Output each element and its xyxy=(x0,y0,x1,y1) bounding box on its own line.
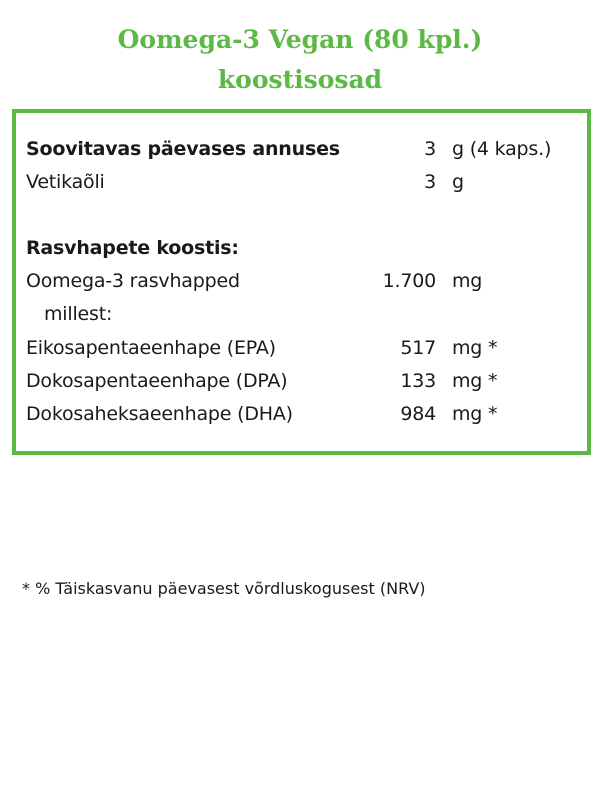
row-unit: g (4 kaps.) xyxy=(452,138,552,160)
row-value: 133 xyxy=(400,370,436,392)
row-label: millest: xyxy=(44,303,113,325)
row-label: Dokosaheksaeenhape (DHA) xyxy=(26,403,293,425)
row-value: 1.700 xyxy=(382,270,436,292)
row-label: Eikosapentaeenhape (EPA) xyxy=(26,337,276,359)
page-title xyxy=(0,20,600,100)
row-value: 984 xyxy=(400,403,436,425)
row-unit: g xyxy=(452,171,464,193)
row-value: 517 xyxy=(400,337,436,359)
row-label: Rasvhapete koostis: xyxy=(26,237,239,259)
title-line-1: Oomega-3 Vegan (80 kpl.) xyxy=(117,25,483,54)
row-unit: mg xyxy=(452,270,483,292)
row-unit: mg * xyxy=(452,337,498,359)
row-unit: mg * xyxy=(452,370,498,392)
row-label: Vetikaõli xyxy=(26,171,105,193)
row-unit: mg * xyxy=(452,403,498,425)
footnote: * % Täiskasvanu päevasest võrdluskogusest (NRV) xyxy=(22,579,426,598)
row-label: Soovitavas päevases annuses xyxy=(26,138,340,160)
title-line-2: koostisosad xyxy=(217,65,383,94)
ingredients-panel xyxy=(12,109,591,455)
row-value: 3 xyxy=(424,138,436,160)
row-value: 3 xyxy=(424,171,436,193)
row-label: Dokosapentaeenhape (DPA) xyxy=(26,370,288,392)
row-label: Oomega-3 rasvhapped xyxy=(26,270,240,292)
